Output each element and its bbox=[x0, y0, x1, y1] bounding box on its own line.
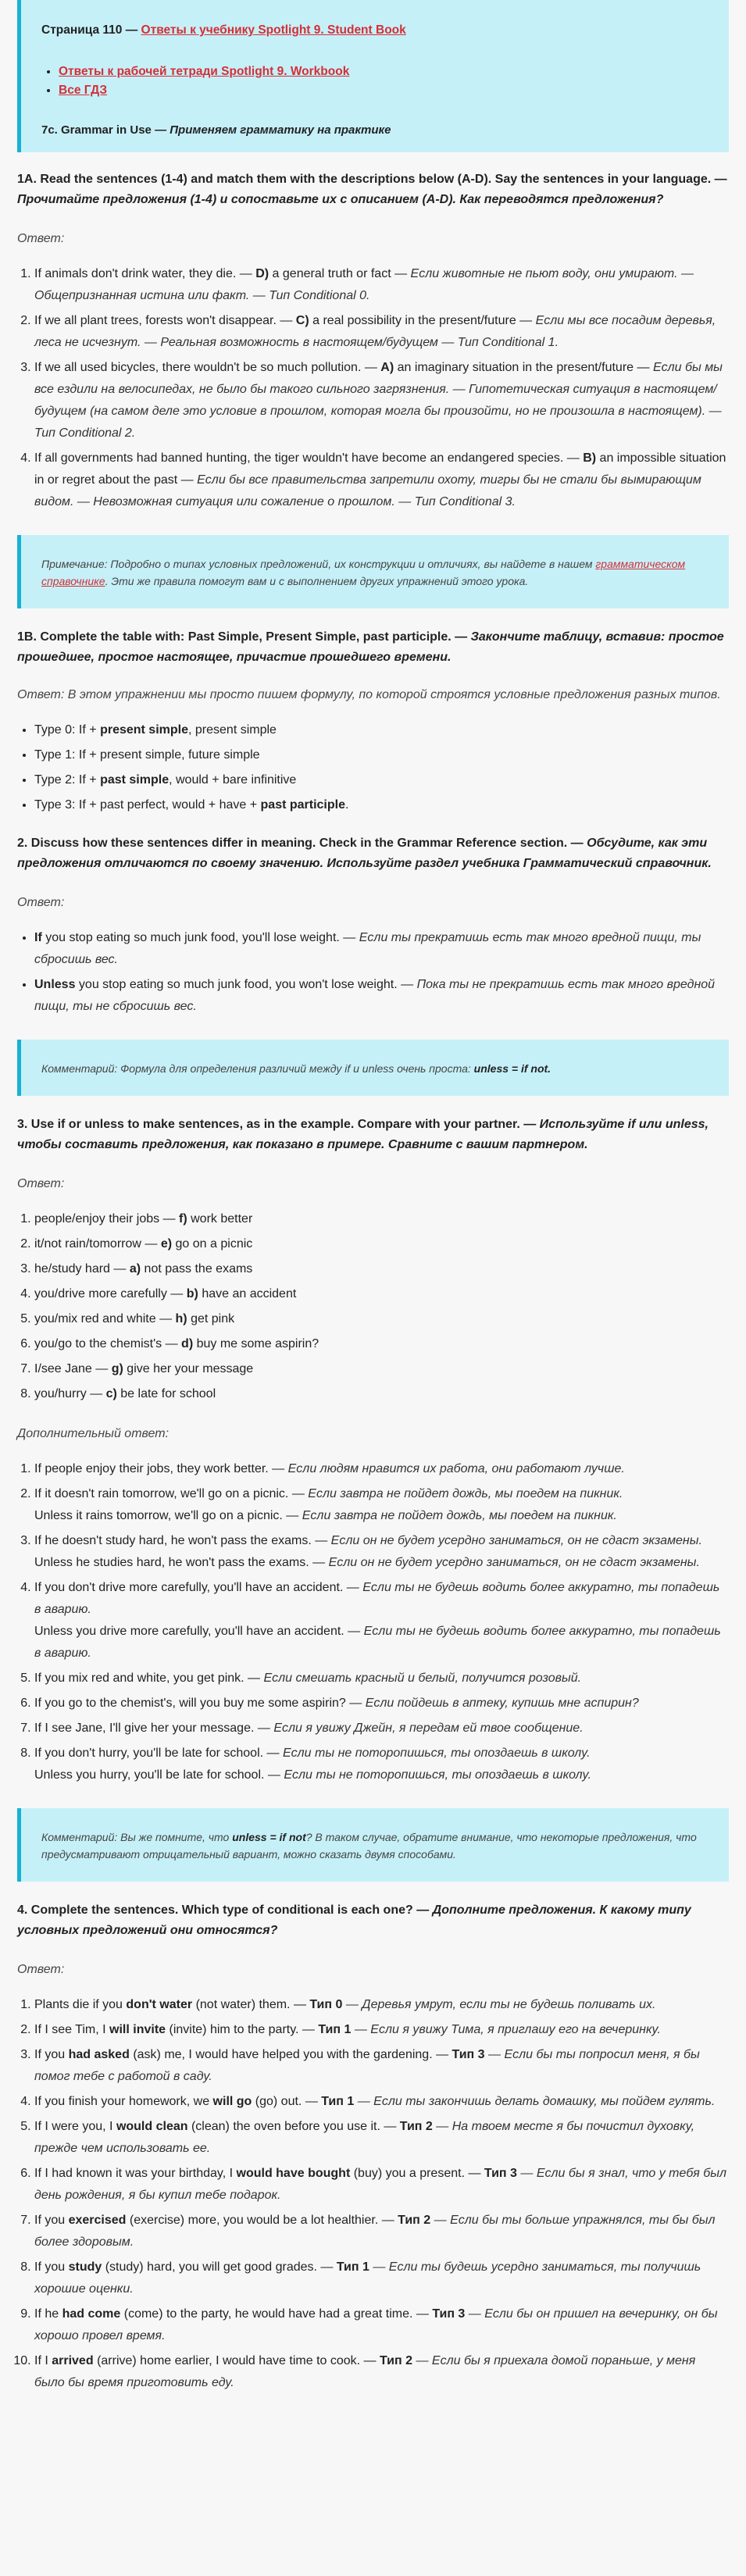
list-item: 4. you/drive more carefully — b) have an accident bbox=[34, 1283, 729, 1305]
answer-label: Ответ: bbox=[17, 232, 65, 245]
page-label: Страница 110 — bbox=[41, 23, 138, 37]
task-heading: 3. Use if or unless to make sentences, as in the example. Compare with your partner. — Используйте if или unless, чтобы составить предложения, как показано в примере. Сравните с вашим партнером. bbox=[17, 1118, 709, 1151]
list-item: • Type 2: If + past simple, would + bare infinitive bbox=[34, 769, 729, 791]
comment-note: Комментарий: Формула для определения различий между if и unless очень проста: unless = if not. bbox=[17, 1040, 729, 1096]
list-item: 7. If you exercised (exercise) more, you would be a lot healthier. — Тип 2 — Если бы ты больше упражнялся, ты бы был более здоровым. bbox=[34, 2210, 729, 2253]
list-item: 1. Plants die if you don't water (not water) them. — Тип 0 — Деревья умрут, если ты не будешь поливать их. bbox=[34, 1994, 729, 2016]
exercise-2 bbox=[17, 833, 729, 1018]
related-links bbox=[41, 62, 709, 100]
list-item: 3. If you had asked (ask) me, I would have helped you with the gardening. — Тип 3 — Если бы ты попросил меня, я бы помог тебе с работой в саду. bbox=[34, 2044, 729, 2088]
extra-answer-label: Дополнительный ответ: bbox=[17, 1427, 170, 1440]
list-item: • Type 3: If + past perfect, would + have + past participle. bbox=[34, 794, 729, 816]
comment-note: Комментарий: Вы же помните, что unless = if not? В таком случае, обратите внимание, что некоторые предложения, что предусматривают отрицательный вариант, можно сказать двумя способами. bbox=[17, 1808, 729, 1882]
exercise-4 bbox=[17, 1900, 729, 2394]
task-heading: 2. Discuss how these sentences differ in meaning. Check in the Grammar Reference section. — Обсудите, как эти предложения отличаются по своему значению. Используйте раздел учебника Грамматический справочник. bbox=[17, 837, 712, 870]
all-gdz-link[interactable]: Все ГДЗ bbox=[59, 84, 108, 97]
list-item: • If you stop eating so much junk food, you'll lose weight. — Если ты прекратишь есть так много вредной пищи, ты сбросишь вес. bbox=[34, 927, 729, 971]
list-item: 1. people/enjoy their jobs — f) work better bbox=[34, 1208, 729, 1230]
list-item bbox=[59, 62, 709, 81]
page-title bbox=[41, 23, 709, 37]
list-item: 6. If I had known it was your birthday, I would have bought (buy) you a present. — Тип 3 — Если бы я знал, что у тебя был день рождения, я бы купил тебе подарок. bbox=[34, 2163, 729, 2207]
answer-text: Ответ: В этом упражнении мы просто пишем формулу, по которой строятся условные предложения разных типов. bbox=[17, 688, 721, 701]
task-heading: 1B. Complete the table with: Past Simple, Present Simple, past participle. — Закончите таблицу, вставив: простое прошедшее, простое настоящее, причастие прошедшего времени. bbox=[17, 630, 724, 664]
list-item: 8. you/hurry — c) be late for school bbox=[34, 1383, 729, 1405]
list-item: 6. you/go to the chemist's — d) buy me some aspirin? bbox=[34, 1333, 729, 1355]
exercise-3 bbox=[17, 1115, 729, 1786]
list-item: • Unless you stop eating so much junk food, you won't lose weight. — Пока ты не прекратишь есть так много вредной пищи, ты не сбросишь вес. bbox=[34, 974, 729, 1018]
student-book-link[interactable]: Ответы к учебнику Spotlight 9. Student Book bbox=[141, 23, 406, 37]
list-item: 1. If animals don't drink water, they die. — D) a general truth or fact — Если животные не пьют воду, они умирают. — Общепризнанная истина или факт. — Тип Conditional 0. bbox=[34, 263, 729, 307]
list-item: 8. If you don't hurry, you'll be late for school. — Если ты не поторопишься, ты опоздаешь в школу. Unless you hurry, you'll be late for school. — Если ты не поторопишься, ты опоздаешь в школу. bbox=[34, 1743, 729, 1786]
grammar-note: Примечание: Подробно о типах условных предложений, их конструкции и отличиях, вы найдете в нашем грамматическом справочнике. Эти же правила помогут вам и с выполнением других упражнений этого урока. bbox=[17, 535, 729, 608]
list-item: 4. If all governments had banned hunting, the tiger wouldn't have become an endangered species. — B) an impossible situation in or regret about the past — Если бы все правительства запретили охоту, тигры бы не стали бы вымирающим видом. — Невозможная ситуация или сожаление о прошлом. — Тип Conditional 3. bbox=[34, 448, 729, 513]
list-item: 2. If it doesn't rain tomorrow, we'll go on a picnic. — Если завтра не пойдет дождь, мы поедем на пикник. Unless it rains tomorrow, we'll go on a picnic. — Если завтра не пойдет дождь, мы поедем на пикник. bbox=[34, 1483, 729, 1527]
match-list bbox=[17, 1208, 729, 1405]
exercise-1b bbox=[17, 627, 729, 816]
task-heading: 1A. Read the sentences (1-4) and match them with the descriptions below (A-D). Say the sentences in your language. — Прочитайте предложения (1-4) и сопоставьте их с описанием (A-D). Как переводятся предложения? bbox=[17, 173, 727, 206]
list-item: 5. If you mix red and white, you get pink. — Если смешать красный и белый, получится розовый. bbox=[34, 1668, 729, 1689]
section-title: 7c. Grammar in Use — Применяем грамматику на практике bbox=[41, 123, 391, 137]
list-item: 3. he/study hard — a) not pass the exams bbox=[34, 1258, 729, 1280]
list-item: 10. If I arrived (arrive) home earlier, I would have time to cook. — Тип 2 — Если бы я приехала домой пораньше, у меня было бы время приготовить еду. bbox=[34, 2350, 729, 2394]
list-item: 2. it/not rain/tomorrow — e) go on a picnic bbox=[34, 1233, 729, 1255]
list-item: 3. If we all used bicycles, there wouldn't be so much pollution. — A) an imaginary situation in the present/future — Если бы мы все ездили на велосипедах, не было бы такого сильного загрязнения. — Гипотетическая ситуация в настоящем/будущем (на самом деле это условие в прошлом, которая могла бы произойти, но не произошла в настоящем). — Тип Conditional 2. bbox=[34, 357, 729, 444]
list-item: • Type 1: If + present simple, future simple bbox=[34, 744, 729, 766]
list-item: 8. If you study (study) hard, you will get good grades. — Тип 1 — Если ты будешь усердно заниматься, ты получишь хорошие оценки. bbox=[34, 2257, 729, 2300]
formula-list bbox=[17, 719, 729, 816]
answer-list bbox=[17, 1994, 729, 2394]
list-item: 2. If I see Tim, I will invite (invite) him to the party. — Тип 1 — Если я увижу Тима, я приглашу его на вечеринку. bbox=[34, 2019, 729, 2041]
list-item: 2. If we all plant trees, forests won't disappear. — C) a real possibility in the present/future — Если мы все посадим деревья, леса не исчезнут. — Реальная возможность в настоящем/будущем — Тип Conditional 1. bbox=[34, 310, 729, 354]
list-item: • Type 0: If + present simple, present simple bbox=[34, 719, 729, 741]
list-item: 1. If people enjoy their jobs, they work better. — Если людям нравится их работа, они работают лучше. bbox=[34, 1458, 729, 1480]
list-item: 7. If I see Jane, I'll give her your message. — Если я увижу Джейн, я передам ей твое сообщение. bbox=[34, 1718, 729, 1739]
list-item: 7. I/see Jane — g) give her your message bbox=[34, 1358, 729, 1380]
grammar-reference-link[interactable]: грамматическом справочнике bbox=[41, 558, 686, 587]
list-item bbox=[59, 81, 709, 100]
list-item: 5. you/mix red and white — h) get pink bbox=[34, 1308, 729, 1330]
list-item: 4. If you don't drive more carefully, you'll have an accident. — Если ты не будешь водить более аккуратно, ты попадешь в аварию. Unless you drive more carefully, you'll have an accident. — Если ты не будешь водить более аккуратно, ты попадешь в аварию. bbox=[34, 1577, 729, 1664]
answer-list bbox=[17, 927, 729, 1018]
list-item: 6. If you go to the chemist's, will you buy me some aspirin? — Если пойдешь в аптеку, купишь мне аспирин? bbox=[34, 1693, 729, 1714]
task-heading: 4. Complete the sentences. Which type of conditional is each one? — Дополните предложения. К какому типу условных предложений они относятся? bbox=[17, 1903, 691, 1937]
workbook-link[interactable]: Ответы к рабочей тетради Spotlight 9. Workbook bbox=[59, 65, 350, 78]
extra-answer-list bbox=[17, 1458, 729, 1786]
answer-label: Ответ: bbox=[17, 1177, 65, 1190]
list-item: 5. If I were you, I would clean (clean) the oven before you use it. — Тип 2 — На твоем месте я бы почистил духовку, прежде чем использовать ее. bbox=[34, 2116, 729, 2160]
answer-label: Ответ: bbox=[17, 1963, 65, 1976]
answer-label: Ответ: bbox=[17, 896, 65, 909]
answer-list bbox=[17, 263, 729, 513]
list-item: 9. If he had come (come) to the party, he would have had a great time. — Тип 3 — Если бы он пришел на вечеринку, он бы хорошо провел время. bbox=[34, 2303, 729, 2347]
list-item: 4. If you finish your homework, we will go (go) out. — Тип 1 — Если ты закончишь делать домашку, мы пойдем гулять. bbox=[34, 2091, 729, 2113]
exercise-1a bbox=[17, 169, 729, 513]
header-box bbox=[17, 0, 729, 152]
list-item: 3. If he doesn't study hard, he won't pass the exams. — Если он не будет усердно заниматься, он не сдаст экзамены. Unless he studies hard, he won't pass the exams. — Если он не будет усердно заниматься, он не сдаст экзамены. bbox=[34, 1530, 729, 1574]
